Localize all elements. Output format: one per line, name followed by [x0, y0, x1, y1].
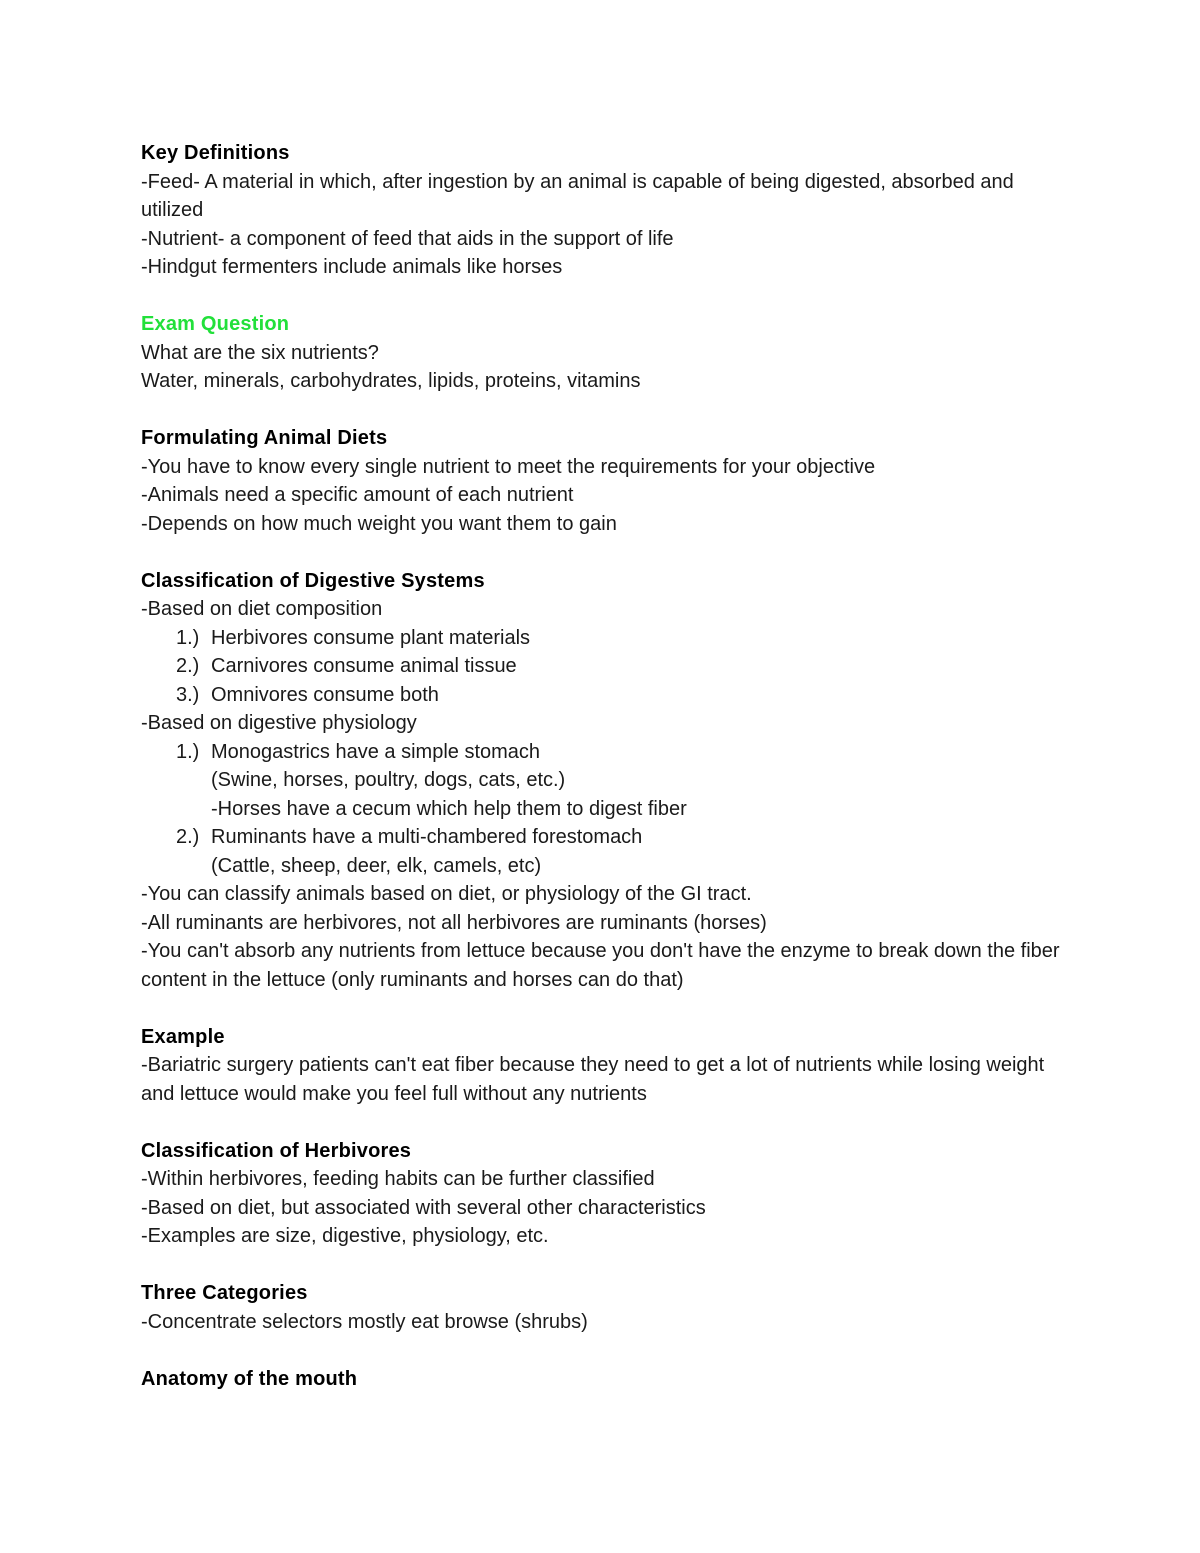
heading-exam-question: Exam Question: [141, 313, 290, 335]
section-formulating-diets: [141, 424, 1061, 538]
document-page: [141, 139, 1061, 1422]
list-number: 1.): [176, 740, 200, 763]
list-text: Carnivores consume animal tissue: [211, 655, 517, 677]
exam-answer-text: Water, minerals, carbohydrates, lipids, proteins, vitamins: [141, 370, 641, 392]
section-anatomy: [141, 1365, 1061, 1394]
list-text: Ruminants have a multi-chambered forestomach: [211, 826, 643, 848]
physiology-list-continued: [141, 823, 1061, 852]
definition-hindgut: -Hindgut fermenters include animals like horses: [141, 256, 563, 278]
section-classification-digestive: [141, 567, 1061, 995]
text-line: -Animals need a specific amount of each nutrient: [141, 484, 574, 506]
list-item: [141, 652, 1061, 681]
exam-question-text: What are the six nutrients?: [141, 341, 379, 364]
text-line: -Examples are size, digestive, physiology, etc.: [141, 1225, 549, 1247]
diet-list: [141, 624, 1061, 710]
text-line: -You can't absorb any nutrients from lettuce because you don't have the enzyme to break down the fiber content in the lettuce (only ruminants and horses can do that): [141, 940, 1060, 991]
heading-three-categories: Three Categories: [141, 1282, 308, 1304]
monogastric-examples: (Swine, horses, poultry, dogs, cats, etc.): [211, 769, 566, 791]
list-number: 3.): [176, 683, 200, 706]
list-item: [141, 823, 1061, 852]
text-line: -Based on diet, but associated with several other characteristics: [141, 1196, 706, 1219]
text-line: -Bariatric surgery patients can't eat fiber because they need to get a lot of nutrients while losing weight and lettuce would make you feel full without any nutrients: [141, 1054, 1045, 1105]
section-key-definitions: [141, 139, 1061, 282]
text-line: -Within herbivores, feeding habits can be further classified: [141, 1168, 655, 1190]
heading-anatomy-mouth: Anatomy of the mouth: [141, 1367, 358, 1390]
physiology-list: [141, 738, 1061, 767]
definition-nutrient: -Nutrient- a component of feed that aids in the support of life: [141, 227, 674, 250]
list-text: Omnivores consume both: [211, 683, 439, 706]
list-number: 1.): [176, 626, 200, 649]
heading-classification-herbivores: Classification of Herbivores: [141, 1139, 412, 1162]
heading-key-definitions: Key Definitions: [141, 142, 290, 164]
text-line: -Concentrate selectors mostly eat browse (shrubs): [141, 1310, 588, 1333]
heading-classification-digestive: Classification of Digestive Systems: [141, 569, 485, 592]
ruminant-examples: (Cattle, sheep, deer, elk, camels, etc): [211, 854, 542, 877]
physiology-intro: -Based on digestive physiology: [141, 712, 417, 734]
list-item: [141, 624, 1061, 653]
diet-intro: -Based on diet composition: [141, 598, 383, 620]
section-example: [141, 1023, 1061, 1109]
list-item: [141, 738, 1061, 767]
definition-feed: -Feed- A material in which, after ingestion by an animal is capable of being digested, absorbed and utilized: [141, 170, 1014, 221]
monogastric-note: -Horses have a cecum which help them to digest fiber: [211, 797, 687, 820]
heading-example: Example: [141, 1025, 225, 1048]
section-classification-herbivores: [141, 1137, 1061, 1251]
text-line: -All ruminants are herbivores, not all herbivores are ruminants (horses): [141, 911, 767, 934]
list-text: Herbivores consume plant materials: [211, 626, 531, 649]
section-three-categories: [141, 1279, 1061, 1336]
text-line: -You have to know every single nutrient to meet the requirements for your objective: [141, 455, 876, 478]
list-item: [141, 681, 1061, 710]
list-text: Monogastrics have a simple stomach: [211, 740, 541, 763]
text-line: -Depends on how much weight you want them to gain: [141, 512, 617, 535]
heading-formulating-diets: Formulating Animal Diets: [141, 427, 388, 449]
list-number: 2.): [176, 826, 200, 848]
section-exam-question: [141, 310, 1061, 396]
text-line: -You can classify animals based on diet, or physiology of the GI tract.: [141, 883, 752, 905]
list-number: 2.): [176, 655, 200, 677]
